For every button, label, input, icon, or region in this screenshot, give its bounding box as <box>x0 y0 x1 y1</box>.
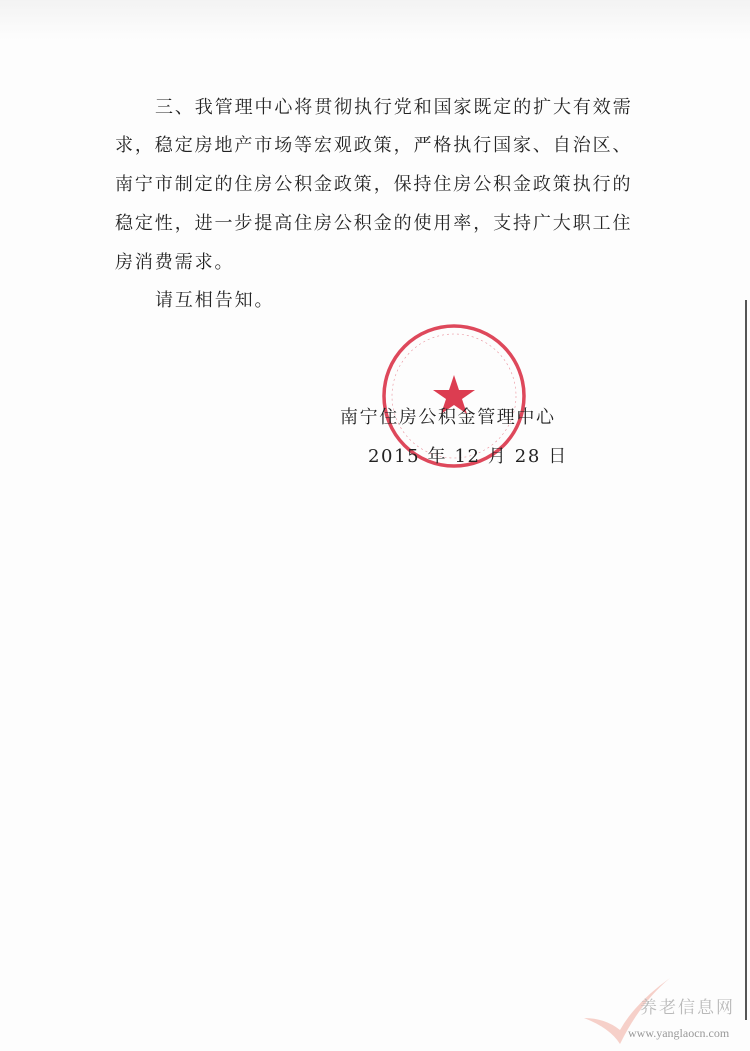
watermark-url: www.yanglaocn.com <box>628 1026 730 1040</box>
paragraph-line: 南宁市制定的住房公积金政策，保持住房公积金政策执行的 <box>115 174 633 195</box>
signature-organization: 南宁住房公积金管理中心 <box>340 407 556 428</box>
paragraph-line: 三、我管理中心将贯彻执行党和国家既定的扩大有效需 <box>155 97 633 118</box>
watermark-name: 养老信息网 <box>640 998 735 1018</box>
paragraph-line: 求，稳定房地产市场等宏观政策，严格执行国家、自治区、 <box>115 135 633 156</box>
paragraph-line: 房消费需求。 <box>115 252 235 273</box>
paragraph-line: 稳定性，进一步提高住房公积金的使用率，支持广大职工住 <box>115 213 633 234</box>
closing-line: 请互相告知。 <box>155 290 275 311</box>
signature-date: 2015 年 12 月 28 日 <box>368 446 568 467</box>
scan-edge <box>745 300 747 1020</box>
scan-shadow <box>0 0 750 40</box>
